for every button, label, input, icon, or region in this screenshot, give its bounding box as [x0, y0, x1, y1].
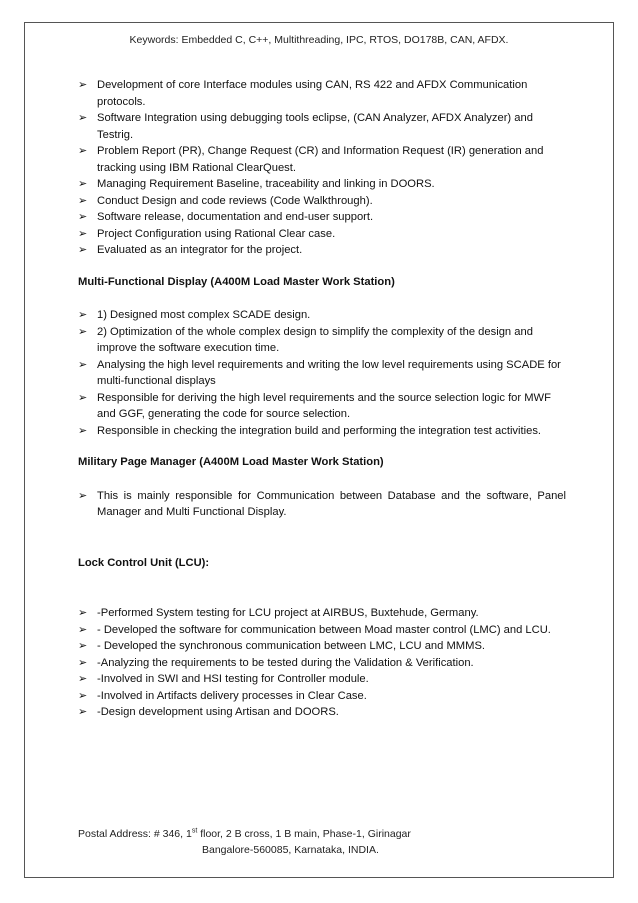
arrowhead-bullet-icon: ➢: [78, 689, 88, 702]
keywords-header: Keywords: Embedded C, C++, Multithreading, IPC, RTOS, DO178B, CAN, AFDX.: [129, 34, 509, 46]
list-item: ➢ 1) Designed most complex SCADE design.: [78, 307, 566, 324]
list-item: ➢ 2) Optimization of the whole complex design to simplify the complexity of the design and improve the software execution time.: [78, 325, 533, 354]
spacer: [78, 571, 566, 605]
arrowhead-bullet-icon: ➢: [78, 656, 88, 669]
spacer: [78, 439, 566, 454]
list-item: ➢ Conduct Design and code reviews (Code Walkthrough).: [78, 193, 566, 210]
arrowhead-bullet-icon: ➢: [78, 244, 88, 256]
list-item: ➢ Software release, documentation and end-user support.: [78, 209, 566, 226]
page-manager-bullet-list: [78, 488, 566, 521]
arrowhead-bullet-icon: ➢: [78, 79, 88, 91]
lcu-bullet-list: [78, 605, 566, 721]
list-item: ➢ -Performed System testing for LCU project at AIRBUS, Buxtehude, Germany.: [78, 605, 566, 622]
list-item: ➢ -Design development using Artisan and DOORS.: [78, 704, 566, 721]
list-item: ➢ -Involved in SWI and HSI testing for Controller module.: [78, 671, 566, 688]
arrowhead-bullet-icon: ➢: [78, 607, 88, 619]
arrowhead-bullet-icon: ➢: [78, 391, 88, 404]
section-title-page-manager: Military Page Manager (A400M Load Master Work Station): [78, 456, 384, 468]
spacer: [78, 521, 566, 555]
list-item: ➢ Problem Report (PR), Change Request (CR) and Information Request (IR) generation and tracking using IBM Rational ClearQuest.: [78, 145, 544, 174]
list-item: ➢ Evaluated as an integrator for the project.: [78, 242, 566, 259]
list-item: ➢ Development of core Interface modules using CAN, RS 422 and AFDX Communication protocols.: [78, 79, 528, 108]
postal-address-footer: [78, 826, 411, 858]
arrowhead-bullet-icon: ➢: [78, 640, 88, 652]
section-title-mfd: Multi-Functional Display (A400M Load Master Work Station): [78, 275, 395, 288]
address-line-2: Bangalore-560085, Karnataka, INDIA.: [202, 844, 379, 856]
section-title-lcu: Lock Control Unit (LCU):: [78, 556, 210, 569]
arrowhead-bullet-icon: ➢: [78, 194, 88, 207]
list-item: ➢ -Analyzing the requirements to be tested during the Validation & Verification.: [78, 655, 566, 672]
arrowhead-bullet-icon: ➢: [78, 358, 88, 371]
list-item: ➢ Responsible for deriving the high level requirements and the source selection logic for MWF and GGF, generating the code for source selection.: [78, 391, 551, 420]
list-item: ➢ Project Configuration using Rational Clear case.: [78, 226, 566, 243]
resume-content: [78, 77, 566, 721]
list-item: ➢ Software Integration using debugging tools eclipse, (CAN Analyzer, AFDX Analyzer) and Testrig.: [78, 112, 533, 141]
spacer: [78, 471, 566, 488]
address-line-1: Postal Address: # 346, 1st floor, 2 B cross, 1 B main, Phase-1, Girinagar: [78, 827, 411, 840]
arrowhead-bullet-icon: ➢: [78, 178, 88, 190]
arrowhead-bullet-icon: ➢: [78, 211, 88, 223]
list-item: ➢ - Developed the synchronous communication between LMC, LCU and MMMS.: [78, 638, 566, 655]
list-item: ➢ - Developed the software for communication between Moad master control (LMC) and LCU.: [78, 622, 566, 639]
spacer: [78, 259, 566, 274]
arrowhead-bullet-icon: ➢: [78, 325, 88, 338]
list-item: ➢ This is mainly responsible for Communication between Database and the software, Panel Manager and Multi Functional Display.: [78, 489, 566, 518]
arrowhead-bullet-icon: ➢: [78, 309, 88, 321]
intro-bullet-list: [78, 77, 566, 259]
list-item: ➢ Responsible in checking the integration build and performing the integration test activities.: [78, 423, 566, 440]
arrowhead-bullet-icon: ➢: [78, 489, 88, 502]
arrowhead-bullet-icon: ➢: [78, 706, 88, 718]
list-item: ➢ Managing Requirement Baseline, traceability and linking in DOORS.: [78, 176, 566, 193]
arrowhead-bullet-icon: ➢: [78, 227, 88, 240]
arrowhead-bullet-icon: ➢: [78, 145, 88, 157]
list-item: ➢ -Involved in Artifacts delivery processes in Clear Case.: [78, 688, 566, 705]
spacer: [78, 290, 566, 307]
mfd-bullet-list: [78, 307, 566, 439]
arrowhead-bullet-icon: ➢: [78, 623, 88, 636]
arrowhead-bullet-icon: ➢: [78, 424, 88, 437]
arrowhead-bullet-icon: ➢: [78, 673, 88, 685]
arrowhead-bullet-icon: ➢: [78, 112, 88, 124]
list-item: ➢ Analysing the high level requirements and writing the low level requirements using SCADE for multi-functional displays: [78, 358, 561, 387]
